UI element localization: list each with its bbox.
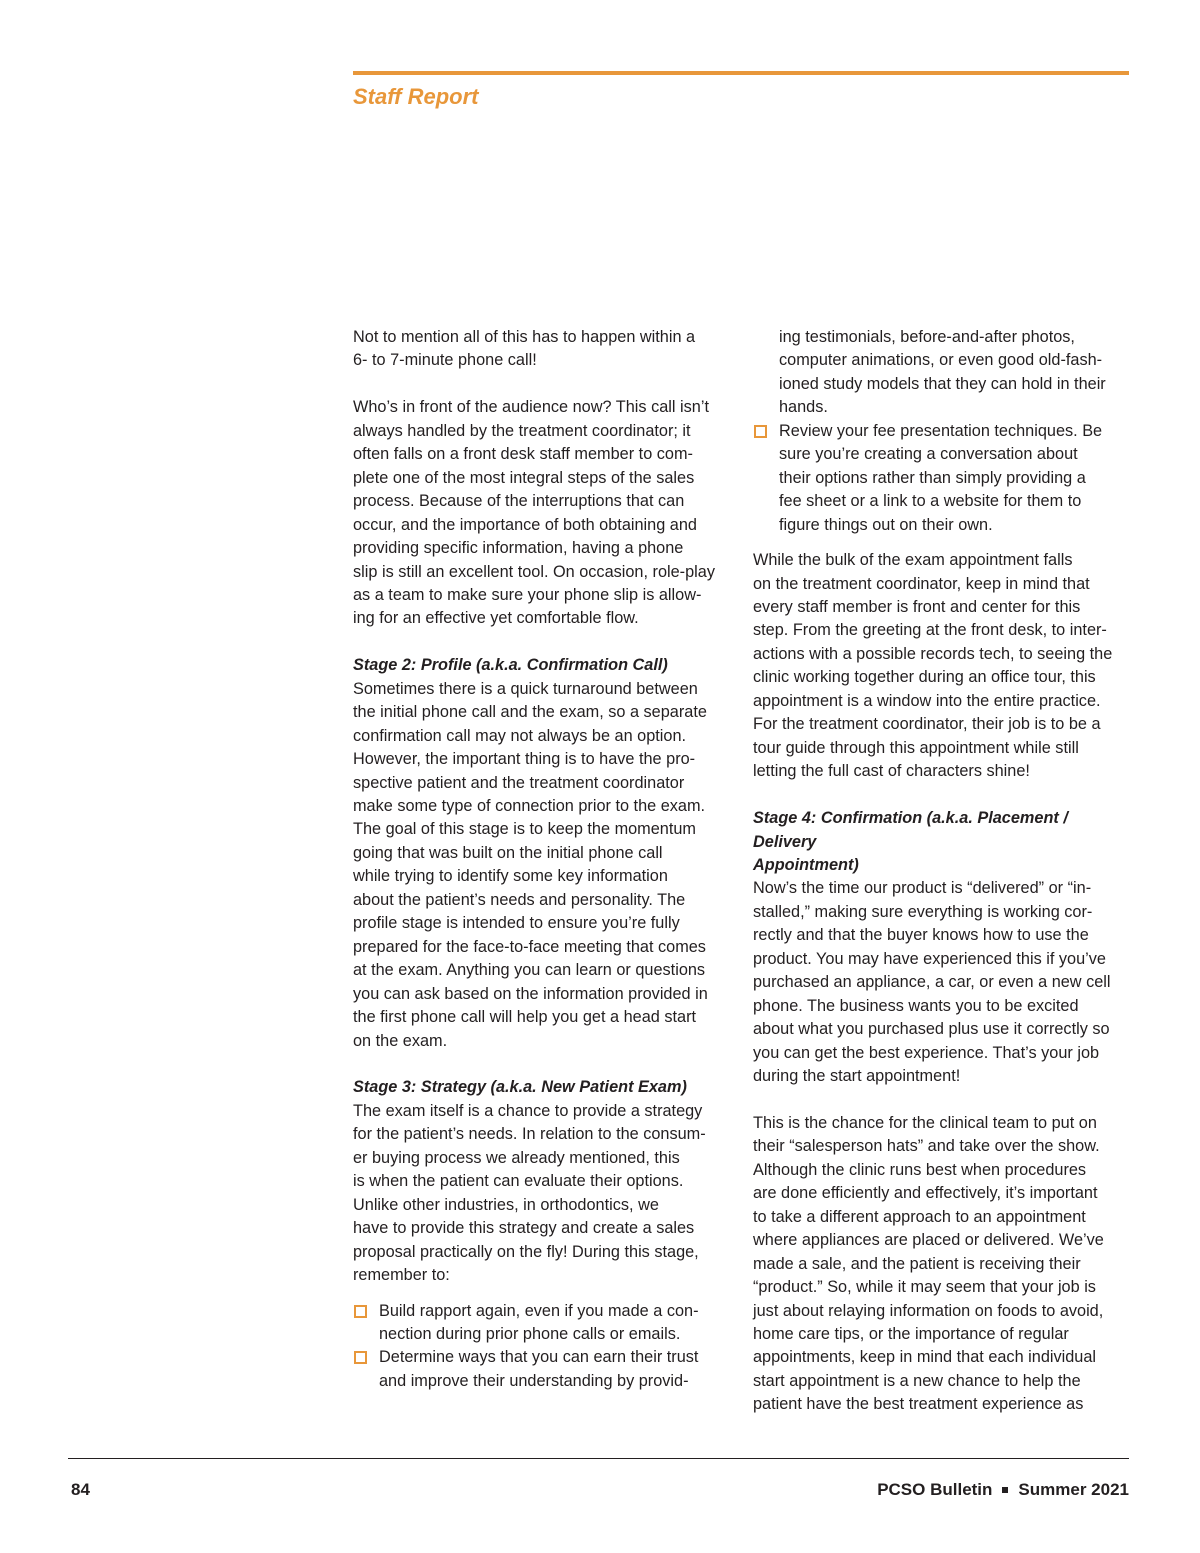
separator-square-icon	[1002, 1487, 1008, 1493]
section-label: Staff Report	[353, 84, 479, 109]
bullet-list	[353, 1300, 731, 1394]
publication-title: PCSO Bulletin	[877, 1480, 993, 1499]
paragraph: This is the chance for the clinical team to put on their “salesperson hats” and take over the show. Although the clinic runs best when procedures are done efficiently and effectively, it’s important to take a different approach to an appointment where appliances are placed or delivered. We’ve made a sale, and the patient is receiving their “product.” So, while it may seem that your job is just about relaying information on foods to avoid, home care tips, or the importance of regular appointments, keep in mind that each individual start appointment is a new chance to help the patient have the best treatment experience as	[753, 1113, 1104, 1414]
footer-publication	[877, 1480, 1129, 1500]
list-item-text: Determine ways that you can earn their trust and improve their understanding by provid-	[379, 1348, 699, 1390]
paragraph: The exam itself is a chance to provide a strategy for the patient’s needs. In relation to the consum- er buying process we already mentioned, this is when the patient can evaluate their options. Unlike other industries, in orthodontics, we have to provide this strategy and create a sales proposal practically on the fly! During this stage, remember to:	[353, 1101, 706, 1285]
header-rule	[353, 71, 1129, 75]
footer-rule	[68, 1458, 1129, 1459]
list-item-text: Review your fee presentation techniques. Be sure you’re creating a conversation about their options rather than simply providing a fee sheet or a link to a website for them to figure things out on their own.	[779, 421, 1103, 534]
paragraph: Sometimes there is a quick turnaround between the initial phone call and the exam, so a separate confirmation call may not always be an option. However, the important thing is to have the pro- spective patient and the treatment coordinator make some type of connection prior to the exam. The goal of this stage is to keep the momentum going that was built on the initial phone call while trying to identify some key information about the patient’s needs and personality. The profile stage is intended to ensure you’re fully prepared for the face-to-face meeting that comes at the exam. Anything you can learn or questions you can ask based on the information provided in the first phone call will help you get a head start on the exam.	[353, 679, 708, 1050]
list-item-text: Build rapport again, even if you made a con- nection during prior phone calls or emails.	[379, 1301, 699, 1343]
left-column	[353, 326, 731, 1393]
list-item-continuation: ing testimonials, before-and-after photos, computer animations, or even good old-fash- ioned study models that they can hold in their hands.	[779, 328, 1106, 417]
bullet-list	[753, 420, 1133, 537]
paragraph: While the bulk of the exam appointment falls on the treatment coordinator, keep in mind that every staff member is front and center for this step. From the greeting at the front desk, to inter- actions with a possible records tech, to seeing the clinic working together during an office tour, this appointment is a window into the entire practice. For the treatment coordinator, their job is to be a tour guide through this appointment while still letting the full cast of characters shine!	[753, 551, 1113, 781]
paragraph: Who’s in front of the audience now? This call isn’t always handled by the treatment coordinator; it often falls on a front desk staff member to com- plete one of the most integral steps of the sales process. Because of the interruptions that can occur, and the importance of both obtaining and providing specific information, having a phone slip is still an excellent tool. On occasion, role-play as a team to make sure your phone slip is allow- ing for an effective yet comfortable flow.	[353, 398, 715, 628]
issue-date: Summer 2021	[1018, 1480, 1129, 1499]
paragraph: Not to mention all of this has to happen within a 6- to 7-minute phone call!	[353, 328, 696, 370]
square-bullet-icon	[754, 425, 767, 438]
list-item	[753, 420, 1133, 537]
square-bullet-icon	[354, 1305, 367, 1318]
stage-3-heading: Stage 3: Strategy (a.k.a. New Patient Exam)	[353, 1078, 687, 1097]
list-item	[353, 1346, 731, 1393]
paragraph: Now’s the time our product is “delivered” or “in- stalled,” making sure everything is working cor- rectly and that the buyer knows how to use the product. You may have experienced this if you’ve purchased an appliance, a car, or even a new cell phone. The business wants you to be excited about what you purchased plus use it correctly so you can get the best experience. That’s your job during the start appointment!	[753, 879, 1111, 1086]
stage-2-heading: Stage 2: Profile (a.k.a. Confirmation Call)	[353, 656, 668, 675]
stage-4-heading: Stage 4: Confirmation (a.k.a. Placement / Delivery Appointment)	[753, 809, 1068, 874]
list-item	[353, 1300, 731, 1347]
page-number: 84	[71, 1480, 90, 1499]
right-column	[753, 326, 1133, 1417]
square-bullet-icon	[354, 1351, 367, 1364]
